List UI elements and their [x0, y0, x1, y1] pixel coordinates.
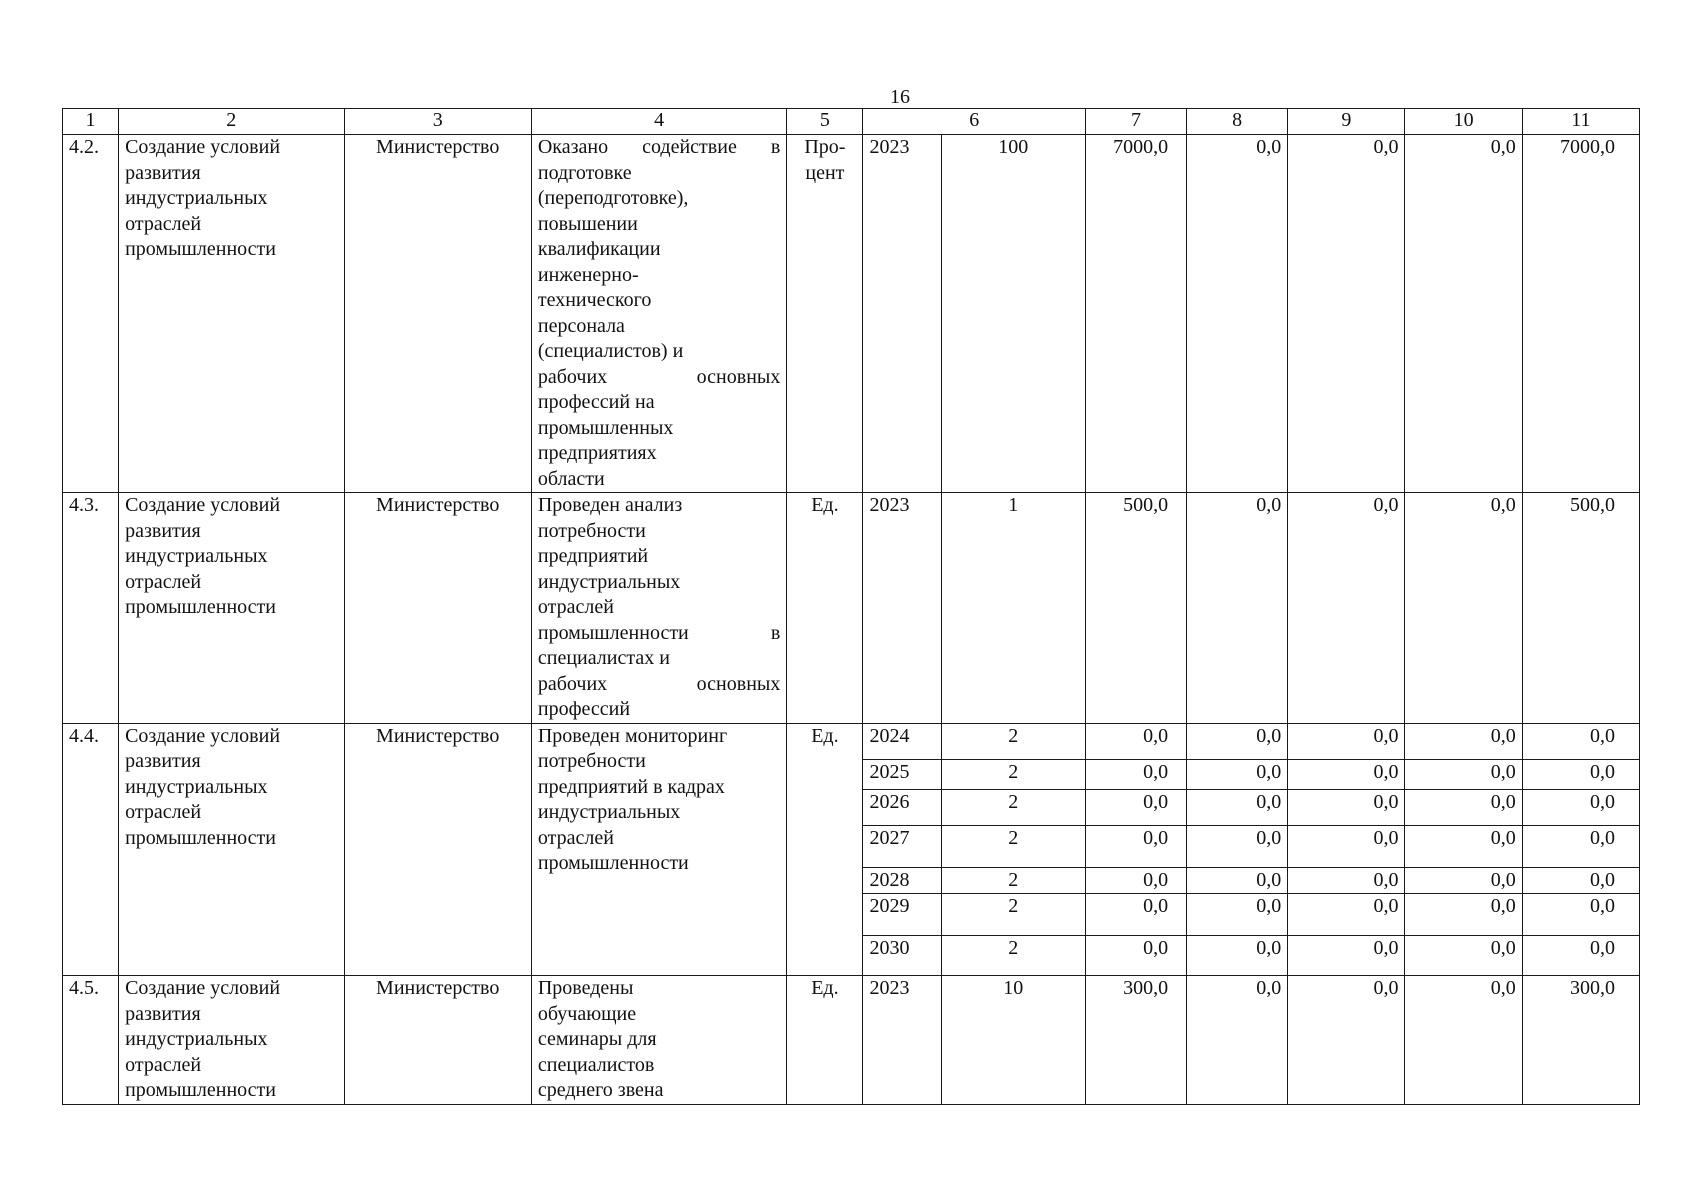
header-cell: 6 — [863, 109, 1085, 135]
finance-federal-cell: 0,0 — [1187, 894, 1288, 936]
executor-cell: Министерство — [344, 723, 531, 976]
unit-line: Ед. — [811, 724, 839, 747]
event-name-line: индустриальных — [125, 775, 268, 798]
event-name-line: промышленности — [125, 596, 276, 618]
finance-total-cell: 0,0 — [1085, 894, 1186, 936]
indicator-value-cell: 2 — [941, 867, 1085, 894]
result-line-justified — [538, 365, 780, 391]
indicator-value-cell: 10 — [941, 976, 1085, 1105]
finance-regional-cell: 0,0 — [1288, 825, 1405, 867]
year-cell: 2026 — [863, 789, 941, 825]
finance-regional-cell: 0,0 — [1288, 867, 1405, 894]
table-row — [63, 493, 1640, 724]
unit-line: цент — [805, 161, 845, 184]
finance-other-cell: 0,0 — [1522, 936, 1639, 976]
result-line: предприятиях — [537, 442, 657, 464]
result-line: специалистов — [537, 1053, 655, 1076]
result-line: профессий — [537, 698, 631, 720]
result-cell — [531, 493, 786, 724]
finance-local-cell: 0,0 — [1405, 894, 1522, 936]
result-line: технического — [537, 289, 652, 311]
event-name-line: развития — [125, 750, 201, 772]
finance-total-cell: 500,0 — [1085, 493, 1186, 724]
page-number: 16 — [890, 86, 910, 108]
row-number-cell: 4.2. — [63, 135, 119, 493]
result-line: отраслей — [537, 596, 614, 618]
result-word: содействие — [642, 136, 737, 158]
unit-cell — [787, 493, 863, 724]
event-name-line: индустриальных — [125, 545, 268, 567]
result-line-justified — [538, 621, 780, 647]
indicator-value-cell: 1 — [941, 493, 1085, 724]
result-word: в — [770, 621, 781, 644]
finance-regional-cell: 0,0 — [1288, 789, 1405, 825]
finance-local-cell: 0,0 — [1405, 493, 1522, 724]
result-line: индустриальных — [537, 801, 681, 823]
finance-federal-cell: 0,0 — [1187, 936, 1288, 976]
header-cell: 1 — [63, 109, 119, 135]
header-cell: 9 — [1288, 109, 1405, 135]
event-name-line: индустриальных — [125, 1028, 268, 1050]
row-number-cell: 4.3. — [63, 493, 119, 724]
unit-line: Ед. — [811, 977, 839, 999]
event-name-line: промышленности — [125, 238, 276, 260]
year-cell: 2023 — [863, 976, 941, 1105]
year-cell: 2023 — [863, 135, 941, 493]
result-line: потребности — [537, 519, 646, 542]
event-name-line: промышленности — [125, 826, 276, 849]
year-cell: 2025 — [863, 759, 941, 789]
result-line: области — [537, 467, 605, 490]
finance-regional-cell: 0,0 — [1288, 723, 1405, 759]
result-word: Оказано — [537, 136, 609, 158]
event-name-line: развития — [125, 1002, 201, 1025]
header-cell: 5 — [787, 109, 863, 135]
finance-federal-cell: 0,0 — [1187, 493, 1288, 724]
finance-other-cell: 0,0 — [1522, 759, 1639, 789]
result-line: отраслей — [537, 826, 614, 849]
year-cell: 2030 — [863, 936, 941, 976]
header-cell: 4 — [531, 109, 786, 135]
executor-cell: Министерство — [344, 135, 531, 493]
year-cell: 2024 — [863, 723, 941, 759]
result-line: промышленных — [537, 416, 674, 439]
finance-total-cell: 300,0 — [1085, 976, 1186, 1105]
unit-cell — [787, 976, 863, 1105]
result-line: среднего звена — [537, 1079, 664, 1101]
result-cell — [531, 135, 786, 493]
result-cell — [531, 976, 786, 1105]
finance-federal-cell: 0,0 — [1187, 135, 1288, 493]
finance-regional-cell: 0,0 — [1288, 135, 1405, 493]
event-name-line: Создание условий — [125, 977, 281, 999]
finance-federal-cell: 0,0 — [1187, 759, 1288, 789]
executor-cell: Министерство — [344, 493, 531, 724]
indicator-value-cell: 100 — [941, 135, 1085, 493]
event-name-line: отраслей — [125, 1053, 202, 1076]
result-line: персонала — [537, 314, 625, 337]
result-line: квалификации — [537, 238, 661, 260]
year-cell: 2027 — [863, 825, 941, 867]
finance-local-cell: 0,0 — [1405, 867, 1522, 894]
finance-total-cell: 0,0 — [1085, 936, 1186, 976]
result-word: промышленности — [537, 621, 689, 644]
event-name-line: развития — [125, 519, 201, 542]
finance-regional-cell: 0,0 — [1288, 976, 1405, 1105]
finance-other-cell: 300,0 — [1522, 976, 1639, 1105]
table-body — [63, 109, 1640, 1105]
finance-federal-cell: 0,0 — [1187, 976, 1288, 1105]
year-cell: 2028 — [863, 867, 941, 894]
result-line: подготовке — [537, 161, 632, 184]
finance-federal-cell: 0,0 — [1187, 723, 1288, 759]
indicator-value-cell: 2 — [941, 789, 1085, 825]
indicator-value-cell: 2 — [941, 894, 1085, 936]
finance-other-cell: 0,0 — [1522, 789, 1639, 825]
event-name-line: развития — [125, 161, 201, 184]
executor-cell: Министерство — [344, 976, 531, 1105]
result-line: (специалистов) и — [537, 340, 684, 362]
result-line: профессий на — [537, 391, 655, 413]
result-line: промышленности — [537, 852, 689, 874]
unit-line: Ед. — [811, 494, 839, 516]
finance-other-cell: 0,0 — [1522, 894, 1639, 936]
header-cell: 3 — [344, 109, 531, 135]
indicator-value-cell: 2 — [941, 723, 1085, 759]
finance-total-cell: 0,0 — [1085, 789, 1186, 825]
indicators-table — [62, 108, 1640, 1105]
result-line: (переподготовке), — [537, 187, 689, 209]
result-line: обучающие — [537, 1002, 637, 1025]
header-cell: 11 — [1522, 109, 1639, 135]
header-row — [63, 109, 1640, 135]
event-name-line: индустриальных — [125, 187, 268, 209]
indicator-value-cell: 2 — [941, 936, 1085, 976]
header-cell: 10 — [1405, 109, 1522, 135]
event-name-line: отраслей — [125, 801, 202, 823]
result-line: инженерно- — [537, 263, 639, 286]
finance-total-cell: 0,0 — [1085, 759, 1186, 789]
event-name-line: Создание условий — [125, 136, 281, 158]
finance-regional-cell: 0,0 — [1288, 493, 1405, 724]
event-name-line: отраслей — [125, 212, 202, 235]
finance-federal-cell: 0,0 — [1187, 789, 1288, 825]
table-row — [63, 135, 1640, 493]
table-row — [63, 723, 1640, 759]
result-line: индустриальных — [537, 570, 681, 593]
result-line: семинары для — [537, 1028, 657, 1050]
result-word: рабочих — [537, 672, 608, 695]
finance-federal-cell: 0,0 — [1187, 867, 1288, 894]
result-cell — [531, 723, 786, 976]
event-name-cell — [119, 493, 344, 724]
finance-local-cell: 0,0 — [1405, 976, 1522, 1105]
finance-total-cell: 0,0 — [1085, 867, 1186, 894]
finance-total-cell: 0,0 — [1085, 723, 1186, 759]
event-name-cell — [119, 135, 344, 493]
finance-other-cell: 0,0 — [1522, 723, 1639, 759]
unit-cell — [787, 135, 863, 493]
result-line: специалистах и — [537, 647, 670, 669]
finance-local-cell: 0,0 — [1405, 759, 1522, 789]
result-line: Проведены — [537, 977, 634, 999]
result-line: повышении — [537, 212, 638, 235]
header-cell: 2 — [119, 109, 344, 135]
finance-local-cell: 0,0 — [1405, 936, 1522, 976]
table-row — [63, 976, 1640, 1105]
finance-other-cell: 500,0 — [1522, 493, 1639, 724]
unit-cell — [787, 723, 863, 976]
header-cell: 7 — [1085, 109, 1186, 135]
finance-regional-cell: 0,0 — [1288, 936, 1405, 976]
result-line: Проведен мониторинг — [537, 724, 728, 747]
finance-local-cell: 0,0 — [1405, 825, 1522, 867]
event-name-line: Создание условий — [125, 494, 281, 516]
event-name-cell — [119, 976, 344, 1105]
row-number-cell: 4.4. — [63, 723, 119, 976]
result-line: предприятий — [537, 545, 649, 567]
result-line: предприятий в кадрах — [537, 775, 725, 798]
finance-local-cell: 0,0 — [1405, 789, 1522, 825]
unit-line: Про- — [804, 136, 846, 158]
result-word: основных — [696, 365, 781, 388]
result-line-justified — [538, 672, 780, 698]
result-line: потребности — [537, 750, 646, 772]
event-name-line: промышленности — [125, 1079, 276, 1101]
finance-total-cell: 7000,0 — [1085, 135, 1186, 493]
year-cell: 2029 — [863, 894, 941, 936]
event-name-cell — [119, 723, 344, 976]
finance-regional-cell: 0,0 — [1288, 894, 1405, 936]
event-name-line: отраслей — [125, 570, 202, 593]
year-cell: 2023 — [863, 493, 941, 724]
finance-total-cell: 0,0 — [1085, 825, 1186, 867]
result-line-justified — [538, 135, 780, 161]
finance-other-cell: 0,0 — [1522, 867, 1639, 894]
finance-other-cell: 7000,0 — [1522, 135, 1639, 493]
finance-local-cell: 0,0 — [1405, 723, 1522, 759]
indicator-value-cell: 2 — [941, 825, 1085, 867]
indicator-value-cell: 2 — [941, 759, 1085, 789]
finance-regional-cell: 0,0 — [1288, 759, 1405, 789]
result-word: рабочих — [537, 365, 608, 388]
finance-federal-cell: 0,0 — [1187, 825, 1288, 867]
result-word: в — [770, 136, 781, 158]
header-cell: 8 — [1187, 109, 1288, 135]
event-name-line: Создание условий — [125, 724, 281, 747]
result-word: основных — [696, 672, 781, 695]
result-line: Проведен анализ — [537, 494, 683, 516]
finance-other-cell: 0,0 — [1522, 825, 1639, 867]
finance-local-cell: 0,0 — [1405, 135, 1522, 493]
row-number-cell: 4.5. — [63, 976, 119, 1105]
